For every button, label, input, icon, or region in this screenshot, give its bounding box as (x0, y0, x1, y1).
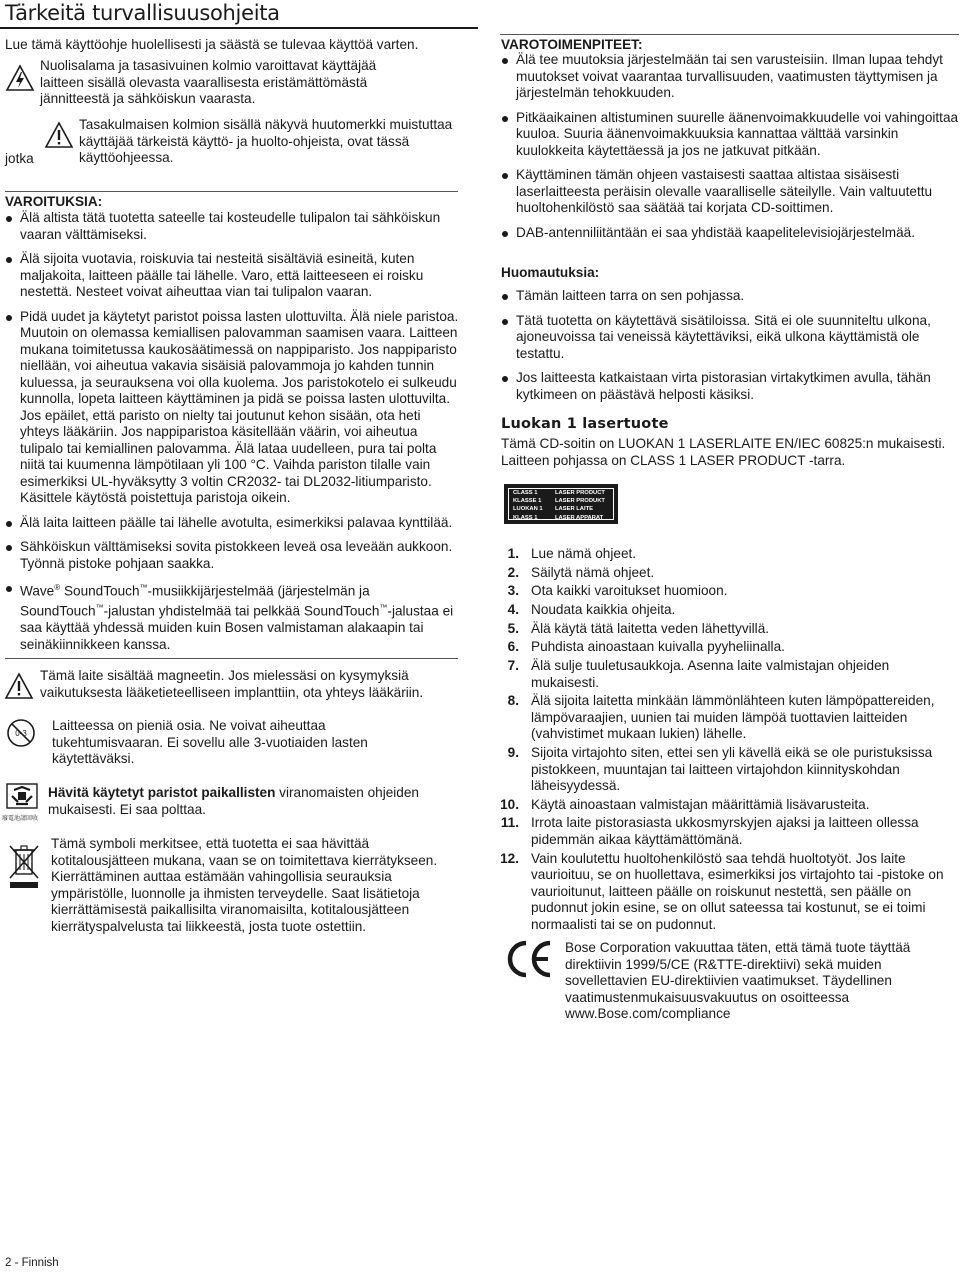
item-number: 4. (507, 602, 519, 618)
section-rule (5, 191, 458, 192)
item-text: Irrota laite pistorasiasta ukkosmyrskyjen ajaksi ja laitteen ollessa pidemmän aikaa käyttämättömänä. (531, 815, 919, 847)
item-number: 10. (500, 796, 519, 812)
item-text: Säilytä nämä ohjeet. (531, 564, 655, 580)
numbered-item (495, 583, 957, 600)
list-item: Älä altista tätä tuotetta sateelle tai kosteudelle tulipalon tai sähköiskun vaaran välttämiseksi. (5, 210, 460, 243)
numbered-item (495, 851, 957, 934)
varotoimenpiteet-heading: VAROTOIMENPITEET: (501, 37, 643, 52)
item-number: 3. (507, 583, 519, 599)
numbered-item (495, 639, 957, 656)
item-text: Vain koulutettu huoltohenkilöstö saa tehdä huoltotyöt. Jos laite vaurioituu, se on huollettava, esimerkiksi jos virtajohto tai -pistoke on vaurioitunut, laitteen päälle on roiskunut nestettä, sen päälle on pudonnut jokin esine, se on ollut sateessa tai kostunut, se ei toimi normaalisti tai se on pudonnut. (531, 850, 944, 932)
laser-class-label: CLASS 1 KLASSE 1 LUOKAN 1 KLASS 1 LASER PRODUCT LASER PRODUKT LASER LAITE LASER APPARAT (504, 484, 618, 524)
magnet-warning-text: Tämä laite sisältää magneetin. Jos mielessäsi on kysymyksiä vaikutuksesta lääketieteelliseen implanttiin, ota yhteys lääkäriin. (40, 668, 424, 700)
huomautuksia-heading: Huomautuksia: (501, 265, 600, 280)
item-text: Ota kaikki varoitukset huomioon. (531, 583, 728, 599)
item-number: 6. (507, 639, 519, 655)
list-item: Käyttäminen tämän ohjeen vastaisesti saattaa altistaa sisäisesti laserlaitteesta peräisin olevalle vaaralliselle säteilylle. Vain valtuutettu huoltohenkilöstö saa säätää tai korjata CD-soittimen. (501, 167, 959, 217)
item-number: 2. (507, 564, 519, 580)
list-item: Älä tee muutoksia järjestelmään tai sen varusteisiin. Ilman lupaa tehdyt muutokset voivat vaarantaa turvallisuuden, vaatimusten täyttymisen ja järjestelmän tehokkuuden. (501, 52, 959, 102)
numbered-item (495, 797, 957, 814)
list-item: Älä sijoita vuotavia, roiskuvia tai nesteitä sisältäviä esineitä, kuten maljakoita, laitteen päälle tai lähelle. Varo, että laitteeseen ei roisku nestettä. Nesteet voivat aiheuttaa vian tai tulipalon vaaran. (5, 251, 460, 301)
list-item: Pidä uudet ja käytetyt paristot poissa lasten ulottuvilta. Älä niele paristoa. Muutoin on olemassa kemiallisen palovamman saamisen vaara. Laitteen mukana toimitetussa kaukosäätimessä on nappiparisto. Jos nappiparisto niellään, voi aiheutua vakavia sisäisiä palovammoja jo kahden tunnin kuluessa, ja seurauksena voi olla kuolema. Jos paristokotelo ei sulkeudu kunnolla, lopeta laitteen käyttäminen ja pidä se poissa lasten ulottuvilta. Jos epäilet, että paristo on nielty tai joutunut kehon sisään, ota heti yhteys lääkäriin. Jos nappiparistoa käsitellään väärin, voi aiheutua tulipalo tai kemiallinen palovamma. Älä lataa uudelleen, pura tai polta niitä tai kuumenna lämpötilaan yli 100 °C. Vaihda pariston tilalle vain esimerkiksi UL-hyväksytty 3 voltin CR2032- tai DL2032-litiumparisto. Käsittele käytöstä poistettuja paristoja oikein. (5, 309, 460, 507)
intro-text: Lue tämä käyttöohje huolellisesti ja säästä se tulevaa käyttöä varten. (5, 37, 419, 52)
section-rule (500, 34, 959, 35)
item-text: Älä käytä tätä laitetta veden lähettyvillä. (531, 620, 770, 636)
numbered-item (495, 693, 957, 743)
page-footer: 2 - Finnish (5, 1257, 59, 1269)
item-text: Älä sulje tuuletusaukkoja. Asenna laite valmistajan ohjeiden mukaisesti. (531, 658, 890, 690)
small-parts-age-label: 0-3 (15, 729, 27, 738)
laser-heading: Luokan 1 lasertuote (501, 416, 669, 432)
item-number: 9. (507, 745, 519, 760)
magnet-warning-icon (4, 672, 34, 700)
numbered-item (495, 658, 957, 691)
weee-disposal-text: Tämä symboli merkitsee, että tuotetta ei saa hävittää kotitalousjätteen mukana, vaan se on toimitettava kierrätykseen. Kierrättäminen auttaa estämään vahingollisia seurauksia ympäristölle, luonnolle ja ihmisten terveydelle. Saat lisätietoja kierrättämisestä paikallisilta viranomaisilta, kotitalousjätteen kierrätyspalvelusta tai liikkeestä, josta tuote ostettiin. (51, 836, 438, 934)
list-item: Älä laita laitteen päälle tai lähelle avotulta, esimerkiksi palavaa kynttilää. (5, 515, 460, 532)
item-text: Noudata kaikkia ohjeita. (531, 602, 676, 618)
list-item: Tämän laitteen tarra on sen pohjassa. (501, 288, 956, 305)
varoituksia-heading: VAROITUKSIA: (5, 194, 103, 209)
item-number: 11. (500, 815, 519, 831)
crossed-out-bin-icon (8, 842, 40, 890)
electric-shock-warning-icon (5, 64, 35, 92)
list-item: Pitkäaikainen altistuminen suurelle äänenvoimakkuudelle voi vahingoittaa kuuloa. Suuria äänenvoimakkuuksia kannattaa välttää varsinkin kuulokkeita käytettäessä ja jos ne jatkuvat pitkään. (501, 110, 959, 160)
item-number: 7. (507, 658, 519, 674)
numbered-item (495, 745, 957, 795)
item-text: Käytä ainoastaan valmistajan määrittämiä lisävarusteita. (531, 796, 870, 812)
small-parts-warning-icon (6, 718, 36, 748)
item-number: 1. (507, 546, 519, 561)
battery-disposal-text: Hävitä käytetyt paristot paikallisten viranomaisten ohjeiden mukaisesti. Ei saa polttaa. (48, 785, 419, 817)
numbered-item (495, 565, 957, 582)
item-text: Sijoita virtajohto siten, ettei sen yli kävellä eikä se ole puristuksissa pistokkeen, muuntajan tai laitteen virtajohdon kiinnityskohdan läheisyydessä. (531, 745, 933, 793)
item-text: Puhdista ainoastaan kuivalla pyyheliinalla. (531, 639, 785, 655)
battery-recycle-caption: 廢電池請回收 (1, 816, 38, 822)
section-rule (5, 658, 458, 659)
item-number: 5. (507, 620, 519, 636)
numbered-item (495, 621, 957, 638)
laser-text: Tämä CD-soitin on LUOKAN 1 LASERLAITE EN/IEC 60825:n mukaisesti. Laitteen pohjassa on CLASS 1 LASER PRODUCT -tarra. (501, 436, 946, 468)
ce-mark-icon (504, 937, 556, 981)
list-item: DAB-antenniliitäntään ei saa yhdistää kaapelitelevisiojärjestelmää. (501, 225, 959, 242)
list-item: Tätä tuotetta on käytettävä sisätiloissa. Sitä ei ole suunniteltu ulkona, ajoneuvoissa tai veneissä käytettäviksi, eikä ulkona käyttämistä ole testattu. (501, 313, 956, 363)
varoituksia-list (5, 210, 460, 661)
numbered-item (495, 546, 957, 563)
item-number: 8. (507, 693, 519, 709)
title-rule (0, 27, 478, 29)
varotoimenpiteet-list (501, 52, 959, 249)
numbered-item (495, 602, 957, 619)
list-item: Jos laitteesta katkaistaan virta pistorasian virtakytkimen avulla, tähän kytkimeen on päästävä helposti käsiksi. (501, 370, 956, 403)
item-text: Älä sijoita laitetta minkään lämmönlähteen kuten lämpöpattereiden, lämpövaraajien, uunien tai muiden lämpöä tuottavien laitteiden (vahvistimet mukaan lukien) lähelle. (531, 693, 935, 742)
caution-warning-icon (44, 121, 74, 149)
caution-side-word: jotka (5, 151, 34, 166)
small-parts-text: Laitteessa on pieniä osia. Ne voivat aiheuttaa tukehtumisvaaran. Ei sovellu alle 3-vuotiaiden lasten käytettäväksi. (52, 718, 368, 766)
ce-declaration-text: Bose Corporation vakuuttaa täten, että tämä tuote täyttää direktiivin 1999/5/CE (R&TTE-direktiivi) sekä muiden sovellettavien EU-direktiivien vaatimukset. Täydellinen vaatimustenmukaisuusvakuutus on osoitteessa www.Bose.com/compliance (565, 940, 911, 1021)
item-text: Lue nämä ohjeet. (531, 546, 637, 561)
caution-warning-text: Tasakulmaisen kolmion sisällä näkyvä huutomerkki muistuttaa käyttäjää tärkeistä käyttö- ja huolto-ohjeista, ovat tässä käyttöohjeessa. (79, 117, 453, 165)
item-number: 12. (500, 850, 519, 866)
list-item-wave: Wave® SoundTouch™-musiikkijärjestelmää (järjestelmän ja SoundTouch™-jalustan yhdistelmää tai pelkkää SoundTouch™-jalustaa ei saa käyttää yhdessä muiden kuin Bosen valmistaman alakaapin tai seinäkiinnikkeen kanssa. (5, 580, 460, 653)
list-item: Sähköiskun välttämiseksi sovita pistokkeen leveä osa leveään aukkoon. Työnnä pistoke pohjaan saakka. (5, 539, 460, 572)
battery-recycle-icon (4, 782, 40, 816)
safety-instructions-list (495, 546, 957, 935)
numbered-item (495, 815, 957, 848)
page-title: Tärkeitä turvallisuusohjeita (5, 1, 280, 25)
huomautuksia-list (501, 288, 956, 411)
bolt-warning-text: Nuolisalama ja tasasivuinen kolmio varoittavat käyttäjää laitteen sisällä olevasta vaarallisesta eristämättömästä jännitteestä ja sähköiskun vaarasta. (40, 58, 377, 106)
